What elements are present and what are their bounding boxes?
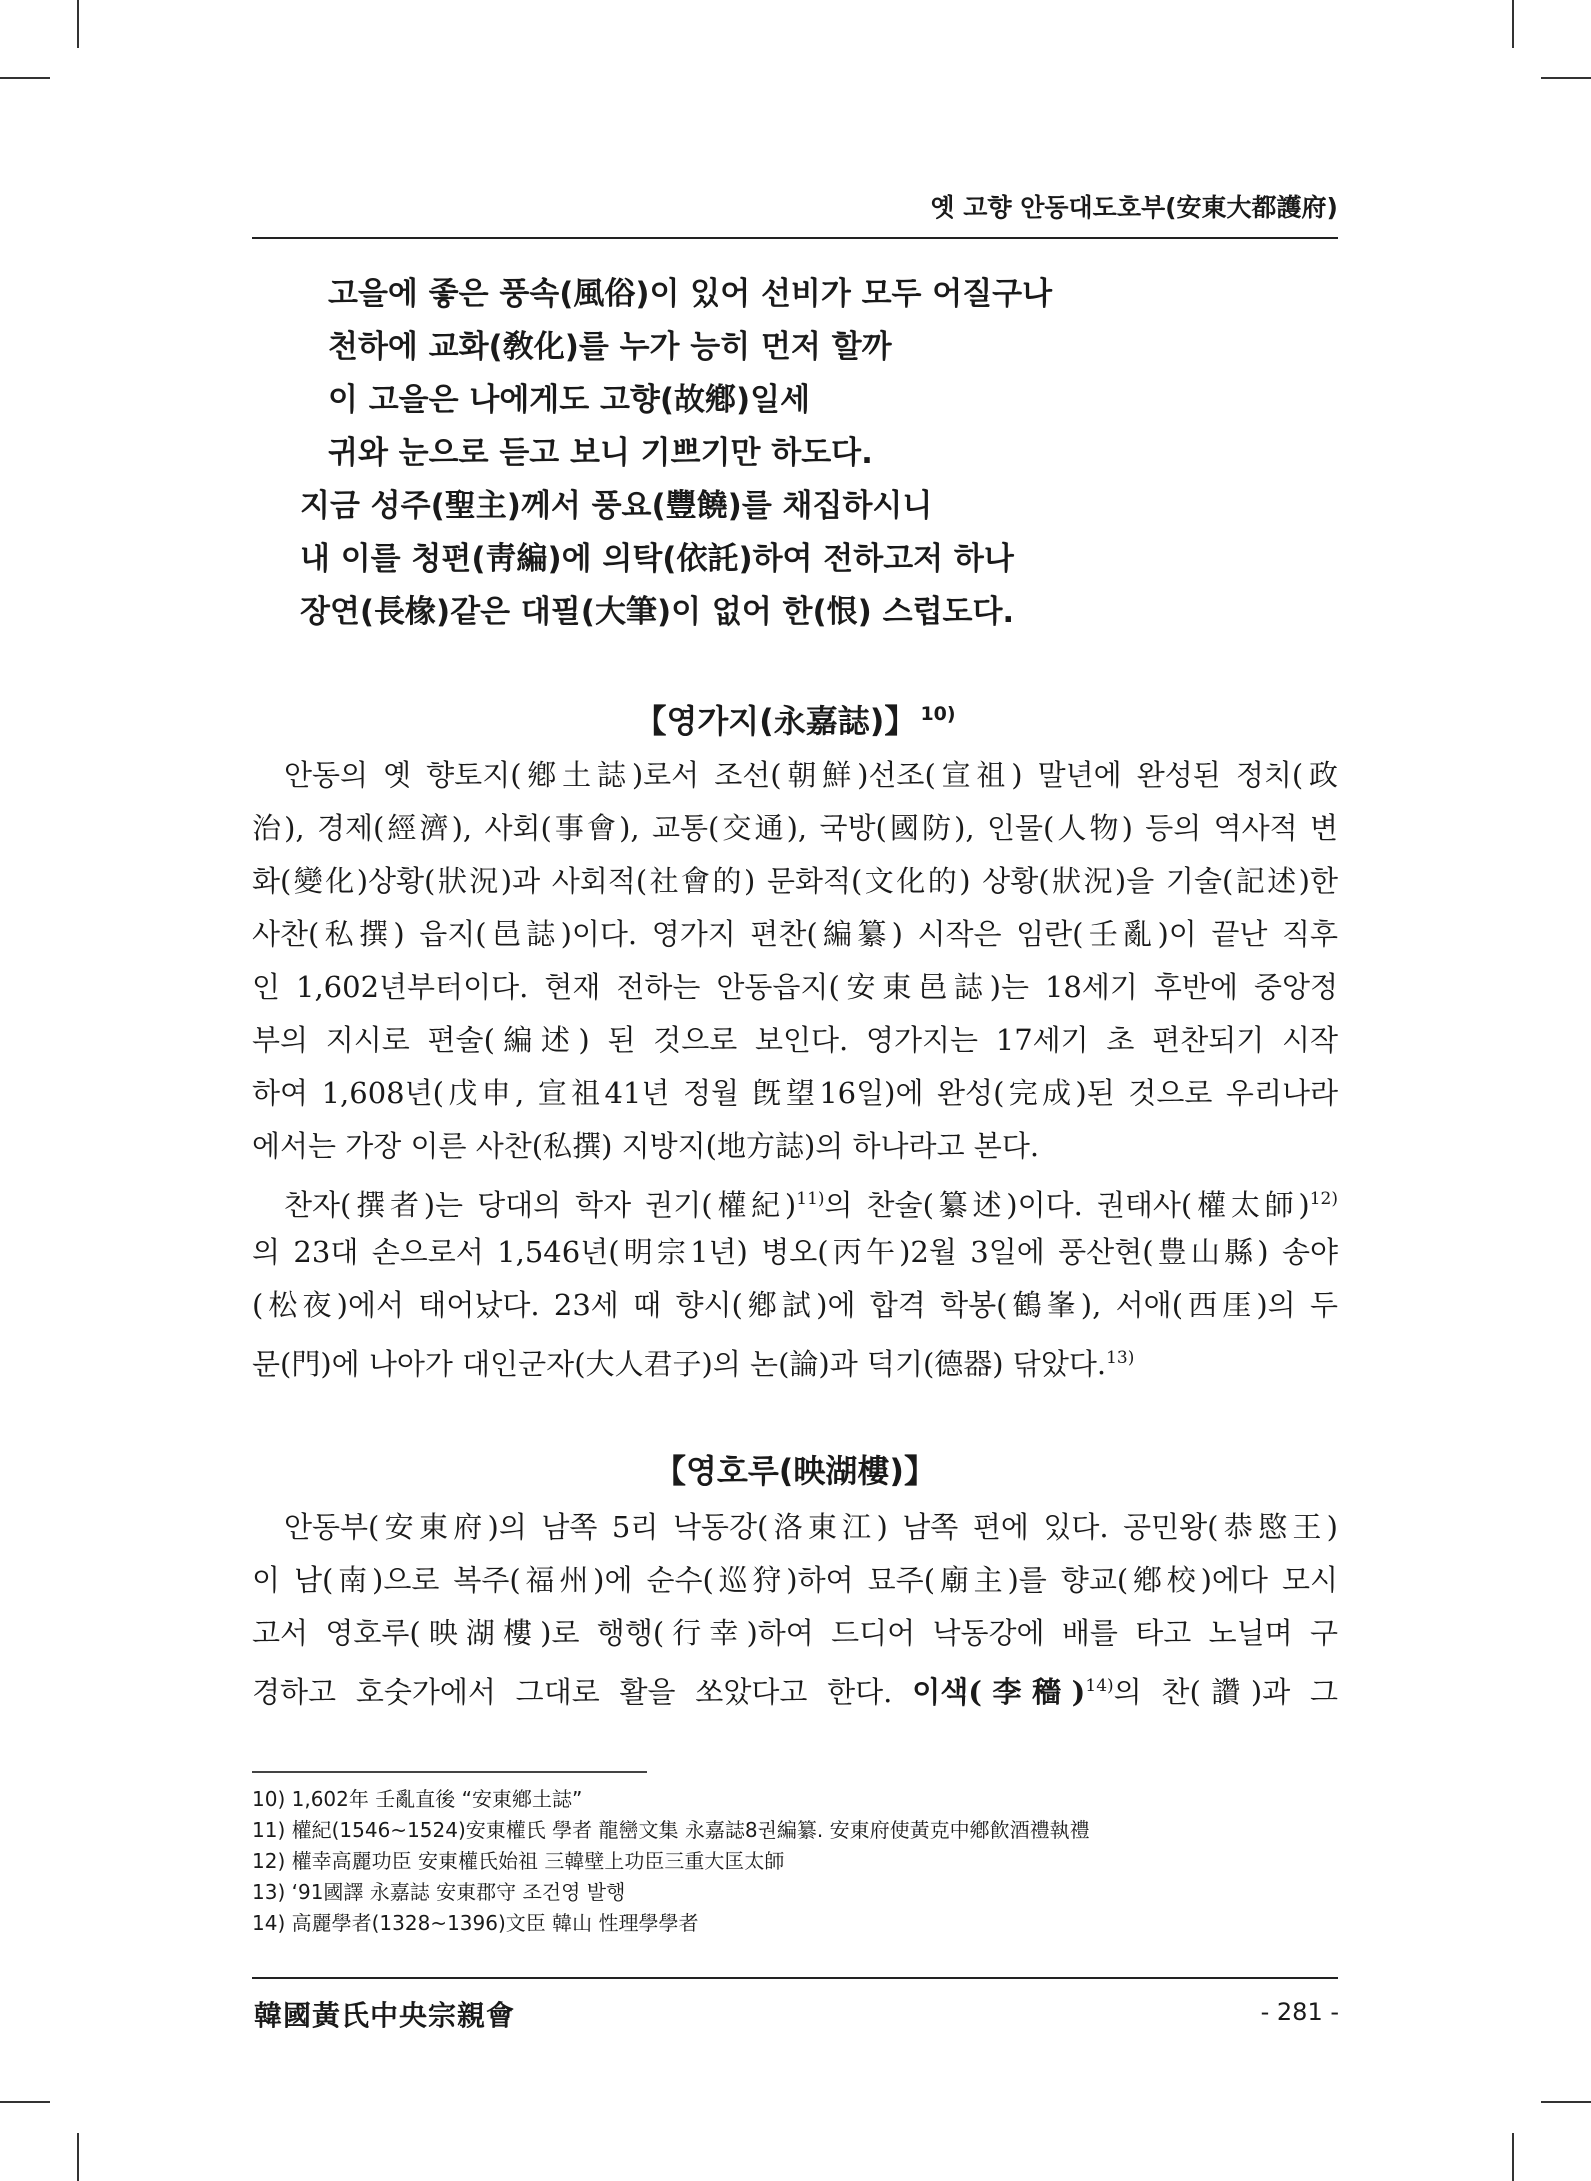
paragraph-line: 인 1,602년부터이다. 현재 전하는 안동읍지(安東邑誌)는 18세기 후반에 중앙정 <box>252 970 1338 1004</box>
paragraph-line: 안동의 옛 향토지(鄕土誌)로서 조선(朝鮮)선조(宣祖) 말년에 완성된 정치(政 <box>284 758 1338 792</box>
paragraph-line: (松夜)에서 태어났다. 23세 때 향시(鄕試)에 합격 학봉(鶴峯), 서애(西厓)의 두 <box>252 1288 1338 1322</box>
paragraph-line: 안동부(安東府)의 남쪽 5리 낙동강(洛東江) 남쪽 편에 있다. 공민왕(恭愍王) <box>284 1510 1338 1544</box>
footnotes <box>252 1784 1338 1939</box>
footnote-ref: 13) <box>1106 1348 1135 1368</box>
paragraph-line: 治), 경제(經濟), 사회(事會), 교통(交通), 국방(國防), 인물(人物) 등의 역사적 변 <box>252 811 1338 845</box>
text-run: 의 찬술(纂述)이다. 권태사(權太師) <box>824 1188 1310 1222</box>
page-number: - 281 - <box>1260 1998 1339 2026</box>
crop-mark <box>0 2101 50 2103</box>
footnote: 13) ‘91國譯 永嘉誌 安東郡守 조건영 발행 <box>252 1880 626 1904</box>
running-header: 옛 고향 안동대도호부(安東大都護府) <box>930 193 1338 222</box>
bold-text-run: 이색(李穡) <box>912 1675 1086 1709</box>
paragraph <box>252 1173 1338 1385</box>
crop-mark <box>1512 0 1514 48</box>
footnote: 11) 權紀(1546~1524)安東權氏 學者 龍巒文集 永嘉誌8권編纂. 安東府使黃克中鄕飮酒禮執禮 <box>252 1818 1090 1842</box>
footnote: 10) 1,602年 壬亂直後 “安東鄕土誌” <box>252 1787 583 1811</box>
paragraph <box>252 749 1338 1173</box>
poem-line: 내 이를 청편(靑編)에 의탁(依託)하여 전하고저 하나 <box>300 541 1014 577</box>
crop-mark <box>77 2133 79 2181</box>
footnote-rule <box>252 1771 647 1773</box>
crop-mark <box>1541 77 1591 79</box>
footnote-ref: 14) <box>1085 1676 1114 1696</box>
text-run: 의 찬(讚)과 그 <box>1113 1675 1338 1709</box>
section-title-text: 【영가지(永嘉誌)】 <box>634 702 917 740</box>
paragraph-line: 이 남(南)으로 복주(福州)에 순수(巡狩)하여 묘주(廟主)를 향교(鄕校)에다 모시 <box>252 1563 1338 1597</box>
paragraph-line <box>252 1660 1338 1713</box>
poem-block <box>252 268 1338 639</box>
paragraph-line <box>252 1332 1338 1385</box>
paragraph-line: 사찬(私撰) 읍지(邑誌)이다. 영가지 편찬(編纂) 시작은 임란(壬亂)이 끝난 직후 <box>252 917 1338 951</box>
header-rule <box>252 237 1338 239</box>
paragraph <box>252 1501 1338 1713</box>
paragraph-line: 고서 영호루(映湖樓)로 행행(行幸)하여 드디어 낙동강에 배를 타고 노닐며 구 <box>252 1616 1338 1650</box>
footnote-ref: 12) <box>1309 1189 1338 1209</box>
publisher-name: 韓國黃氏中央宗親會 <box>254 1999 516 2032</box>
text-run: 문(門)에 나아가 대인군자(大人君子)의 논(論)과 덕기(德器) 닦았다. <box>252 1347 1107 1381</box>
paragraph-line: 하여 1,608년(戊申, 宣祖41년 정월 旣望16일)에 완성(完成)된 것으로 우리나라 <box>252 1076 1338 1110</box>
poem-line: 이 고을은 나에게도 고향(故鄕)일세 <box>328 382 811 418</box>
section-title-yeonghoru <box>252 1446 1338 1492</box>
paragraph-line: 부의 지시로 편술(編述) 된 것으로 보인다. 영가지는 17세기 초 편찬되기 시작 <box>252 1023 1338 1057</box>
footnote-ref: 10) <box>920 703 956 725</box>
crop-mark <box>0 77 50 79</box>
footnote: 14) 高麗學者(1328~1396)文臣 韓山 性理學學者 <box>252 1911 699 1935</box>
paragraph-line: 의 23대 손으로서 1,546년(明宗1년) 병오(丙午)2월 3일에 풍산현(豊山縣) 송야 <box>252 1235 1338 1269</box>
paragraph-line: 화(變化)상황(狀況)과 사회적(社會的) 문화적(文化的) 상황(狀況)을 기술(記述)한 <box>252 864 1338 898</box>
paragraph-line <box>252 1173 1338 1226</box>
poem-line: 귀와 눈으로 듣고 보니 기쁘기만 하도다. <box>328 435 873 471</box>
text-run: 경하고 호숫가에서 그대로 활을 쏘았다고 한다. <box>252 1675 893 1709</box>
footnote-ref: 11) <box>796 1189 825 1209</box>
crop-mark <box>1512 2133 1514 2181</box>
crop-mark <box>77 0 79 48</box>
poem-line: 지금 성주(聖主)께서 풍요(豐饒)를 채집하시니 <box>300 488 933 524</box>
footer-rule <box>252 1977 1338 1979</box>
poem-line: 장연(長椽)같은 대필(大筆)이 없어 한(恨) 스럽도다. <box>300 594 1015 630</box>
footnote: 12) 權幸高麗功臣 安東權氏始祖 三韓壁上功臣三重大匡太師 <box>252 1849 785 1873</box>
section-title-yeongaji <box>252 696 1338 742</box>
section-title-text: 【영호루(映湖樓)】 <box>654 1452 936 1490</box>
text-run: 찬자(撰者)는 당대의 학자 권기(權紀) <box>284 1188 797 1222</box>
paragraph-line: 에서는 가장 이른 사찬(私撰) 지방지(地方誌)의 하나라고 본다. <box>252 1129 1040 1163</box>
poem-line: 천하에 교화(敎化)를 누가 능히 먼저 할까 <box>328 329 892 365</box>
crop-mark <box>1541 2101 1591 2103</box>
poem-line: 고을에 좋은 풍속(風俗)이 있어 선비가 모두 어질구나 <box>328 276 1053 312</box>
